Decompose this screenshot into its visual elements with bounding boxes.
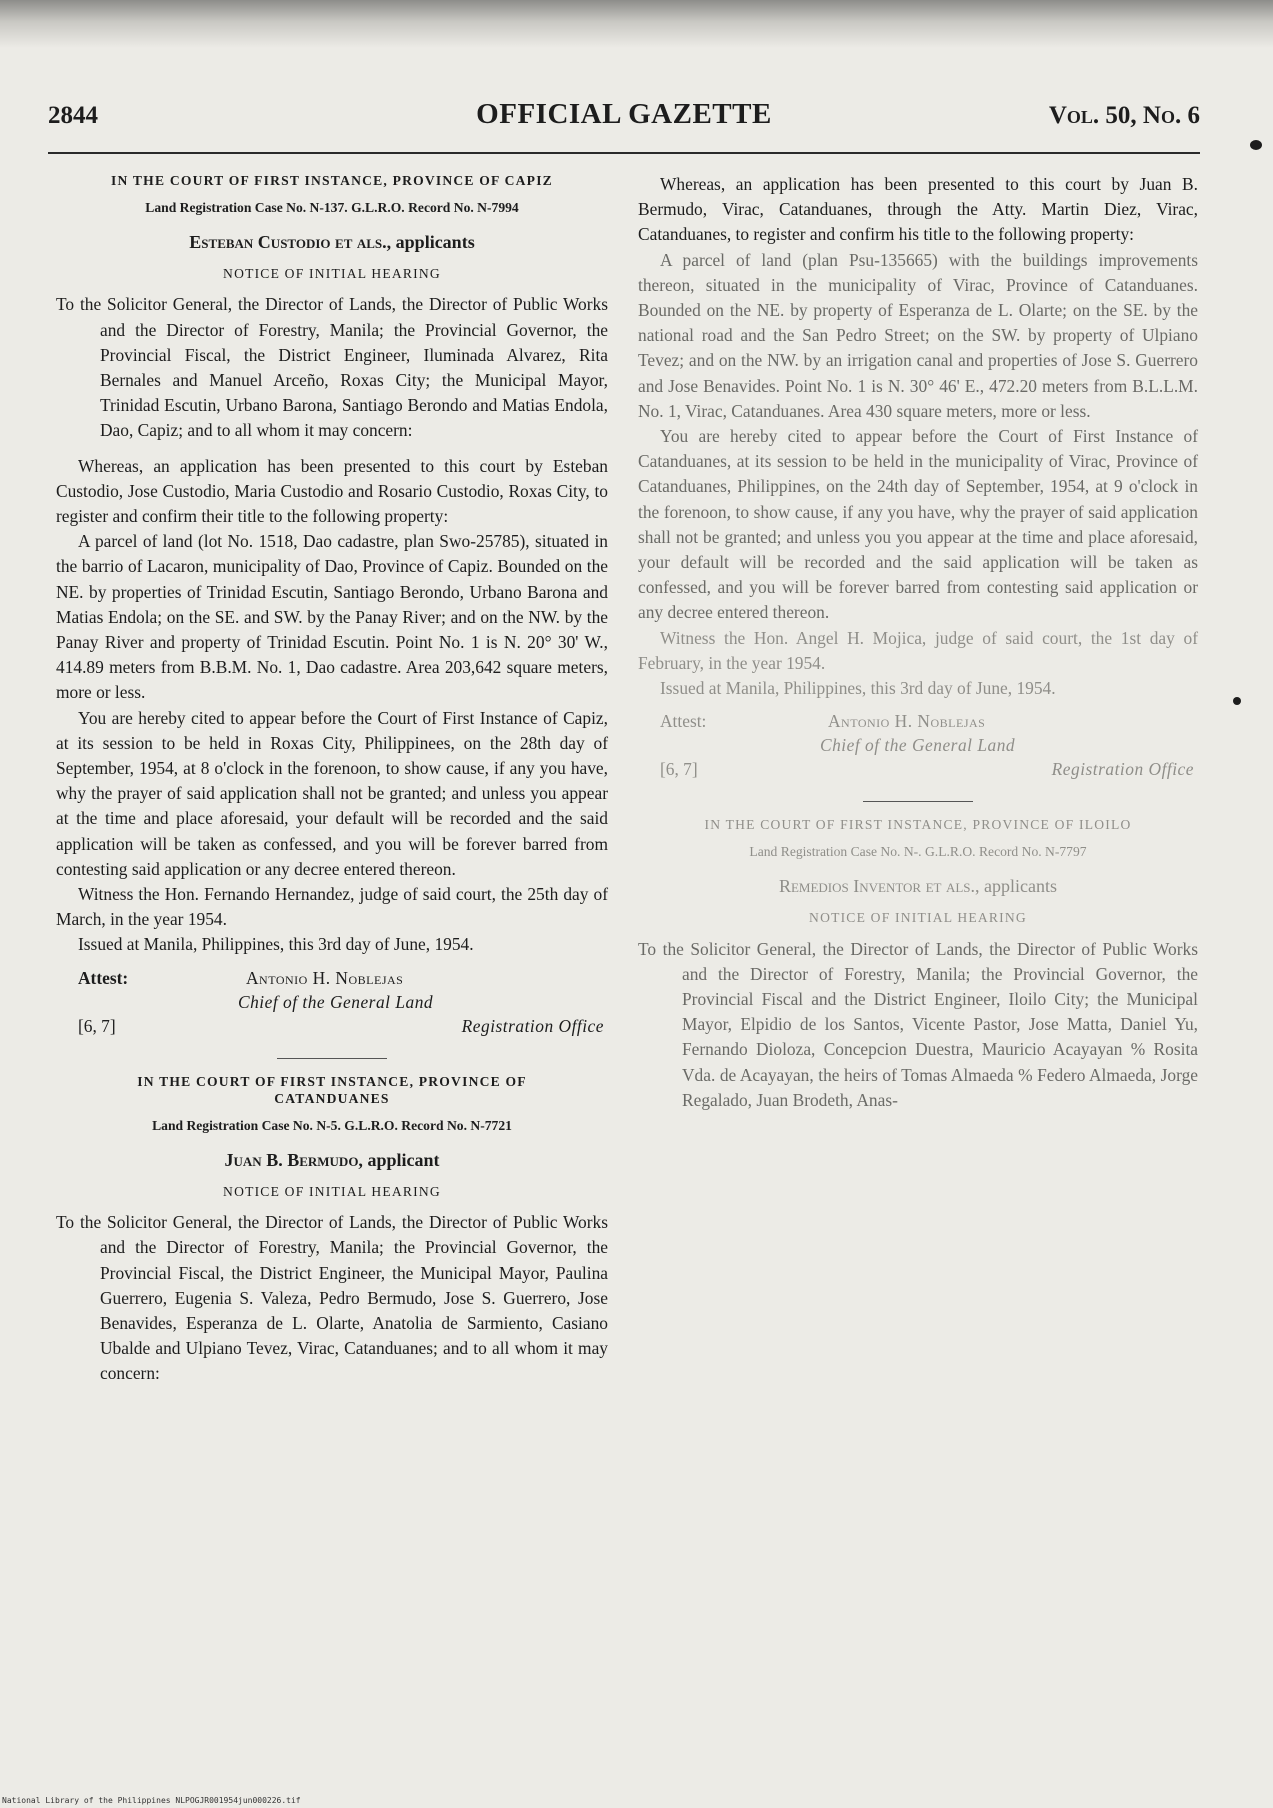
case-number: Land Registration Case No. N-. G.L.R.O. Record No. N-7797 [749,844,1087,860]
page-number: 2844 [48,102,98,129]
parties-name: Esteban Custodio et als., [189,232,392,252]
addressee: To the Solicitor General, the Director of Lands, the Director of Public Works and the Director of Forestry, Manila; the Provincial Governor, the Provincial Fiscal, the District Engineer, the Municipal Mayor, Paulina Guerrero, Eugenia S. Valeza, Pedro Bermudo, Jose S. Guerrero, Jose Benavides, Esperanza de L. Olarte, Anatolia de Sarmiento, Casiano Ubalde and Ulpiano Tevez, Virac, Catanduanes; and to all whom it may concern: [56,1212,608,1384]
paragraph-property: A parcel of land (plan Psu-135665) with the buildings improvements thereon, situated in the municipality of Virac, Province of Catanduanes. Bounded on the NE. by property of Esperanza de L. Olarte; on the SE. by the national road and the San Pedro Street; on the SW. by property of Ulpiano Tevez; and on the NW. by an irrigation canal and properties of Jose S. Guerrero and Jose Benavides. Point No. 1 is N. 30° 46' E., 472.20 meters from B.L.L.M. No. 1, Virac, Catanduanes. Area 430 square meters, more or less. [638,249,1198,421]
court-heading: IN THE COURT OF FIRST INSTANCE, PROVINCE OF ILOILO [704,817,1132,833]
paragraph-application: Whereas, an application has been presented to this court by Esteban Custodio, Jose Custodio, Maria Custodio and Rosario Custodio, Roxas City, to register and confirm their title to the following property: [56,455,608,527]
scan-footer-note: National Library of the Philippines NLPOGJR001954jun000226.tif [2,1796,301,1805]
paragraph-citation: You are hereby cited to appear before the Court of First Instance of Capiz, at its session to be held in Roxas City, Philippinees, on the 28th day of September, 1954, at 8 o'clock in the forenoon, to show cause, if any you have, why the prayer of said application shall not be granted; and unless you appear at the time and place aforesaid, your default will be recorded and the said application will be taken as confessed, and you will be forever barred from contesting said application or any decree entered thereon. [56,707,608,879]
parties [56,230,608,255]
attest-title: Chief of the General Land [820,735,1016,756]
scan-speck [1250,140,1262,150]
section-divider [277,1058,387,1059]
notice-iloilo [638,816,1198,1113]
case-number: Land Registration Case No. N-5. G.L.R.O. Record No. N-7721 [152,1117,512,1133]
header-rule [48,152,1200,154]
scan-top-shadow [0,0,1273,48]
notice-catanduanes-continued [638,172,1198,783]
notice-title: NOTICE OF INITIAL HEARING [809,910,1027,926]
parties-role: applicants [391,232,475,252]
paragraph-witness: Witness the Hon. Fernando Hernandez, judge of said court, the 25th day of March, in the year 1954. [56,884,608,930]
attest-label: Attest: [660,711,707,732]
addressee: To the Solicitor General, the Director of Lands, the Director of Public Works and the Director of Forestry, Manila; the Provincial Governor, the Provincial Fiscal and the District Engineer, Iloilo City; the Municipal Mayor, Elpidio de los Santos, Vicente Pastor, Jose Matta, Daniel Yu, Fernando Dioloza, Concepcion Duestra, Mauricio Acayayan % Rosita Vda. de Acayayan, the heirs of Tomas Almaeda % Federo Almaeda, Jorge Regalado, Juan Brodeth, Anas- [638,938,1198,1110]
attest-title: Chief of the General Land [238,991,434,1012]
scan-speck [1233,697,1241,705]
parties [638,874,1198,899]
court-heading: IN THE COURT OF FIRST INSTANCE, PROVINCE OF CAPIZ [111,173,553,188]
notice-capiz [56,172,608,1040]
notice-title: NOTICE OF INITIAL HEARING [223,1183,441,1199]
attest-office: Registration Office [1051,759,1194,780]
right-column [638,172,1198,1113]
paragraph-witness: Witness the Hon. Angel H. Mojica, judge of said court, the 1st day of February, in the year 1954. [638,627,1198,673]
case-number: Land Registration Case No. N-137. G.L.R.O. Record No. N-7994 [145,200,519,215]
gazette-title: OFFICIAL GAZETTE [476,98,772,130]
parties-name: Remedios Inventor et als., [778,876,980,897]
addressee: To the Solicitor General, the Director of Lands, the Director of Public Works and the Director of Forestry, Manila; the Provincial Governor, the Provincial Fiscal, the District Engineer, Iluminada Alvarez, Rita Bernales and Manuel Arceño, Roxas City; the Municipal Mayor, Trinidad Escutin, Urbano Barona, Santiago Berondo and Matias Endola, Dao, Capiz; and to all whom it may concern: [56,294,608,441]
attest-name: Antonio H. Noblejas [246,967,404,988]
left-column [56,172,608,1387]
paragraph-issued: Issued at Manila, Philippines, this 3rd day of June, 1954. [78,934,474,955]
paragraph-application: Whereas, an application has been presented to this court by Juan B. Bermudo, Virac, Catanduanes, through the Atty. Martin Diez, Virac, Catanduanes, to register and confirm his title to the following property: [638,174,1198,245]
attest-block [56,964,608,1040]
parties-role: applicants [979,876,1058,897]
notice-title: NOTICE OF INITIAL HEARING [223,266,441,282]
paragraph-property: A parcel of land (lot No. 1518, Dao cadastre, plan Swo-25785), situated in the barrio of Lacaron, municipality of Dao, Province of Capiz. Bounded on the NE. by properties of Trinidad Escutin, Santiago Berondo, Urbano Barona and Matias Endola; on the SE. and SW. by the Panay River; and on the NW. by the Panay River and property of Trinidad Escutin. Point No. 1 is N. 20° 30' W., 414.89 meters from B.B.M. No. 1, Dao cadastre. Area 203,642 square meters, more or less. [56,531,608,703]
court-heading: IN THE COURT OF FIRST INSTANCE, PROVINCE OF CATANDUANES [137,1073,527,1106]
section-divider [863,801,973,802]
page-header [48,98,1200,144]
paragraph-issued: Issued at Manila, Philippines, this 3rd day of June, 1954. [660,678,1056,699]
attest-label: Attest: [78,967,129,988]
attest-reference: [6, 7] [78,1015,116,1036]
notice-catanduanes-start [56,1073,608,1387]
attest-name: Antonio H. Noblejas [828,711,986,732]
parties-role: applicant [362,1149,440,1170]
attest-block [638,707,1198,783]
parties-name: Juan B. Bermudo, [224,1149,363,1170]
attest-reference: [6, 7] [660,759,698,780]
attest-office: Registration Office [461,1015,604,1036]
volume-number: Vol. 50, No. 6 [1048,102,1200,129]
paragraph-citation: You are hereby cited to appear before the Court of First Instance of Catanduanes, at its session to be held in the municipality of Virac, Province of Catanduanes, Philippines, on the 24th day of September, 1954, at 9 o'clock in the forenoon, to show cause, if any you have, why the prayer of said application shall not be granted; and unless you you appear at the time and place aforesaid, your default will be recorded and the said application will be taken as confessed, and you will be forever barred from contesting said application or any decree entered thereon. [638,426,1198,623]
parties [56,1148,608,1173]
